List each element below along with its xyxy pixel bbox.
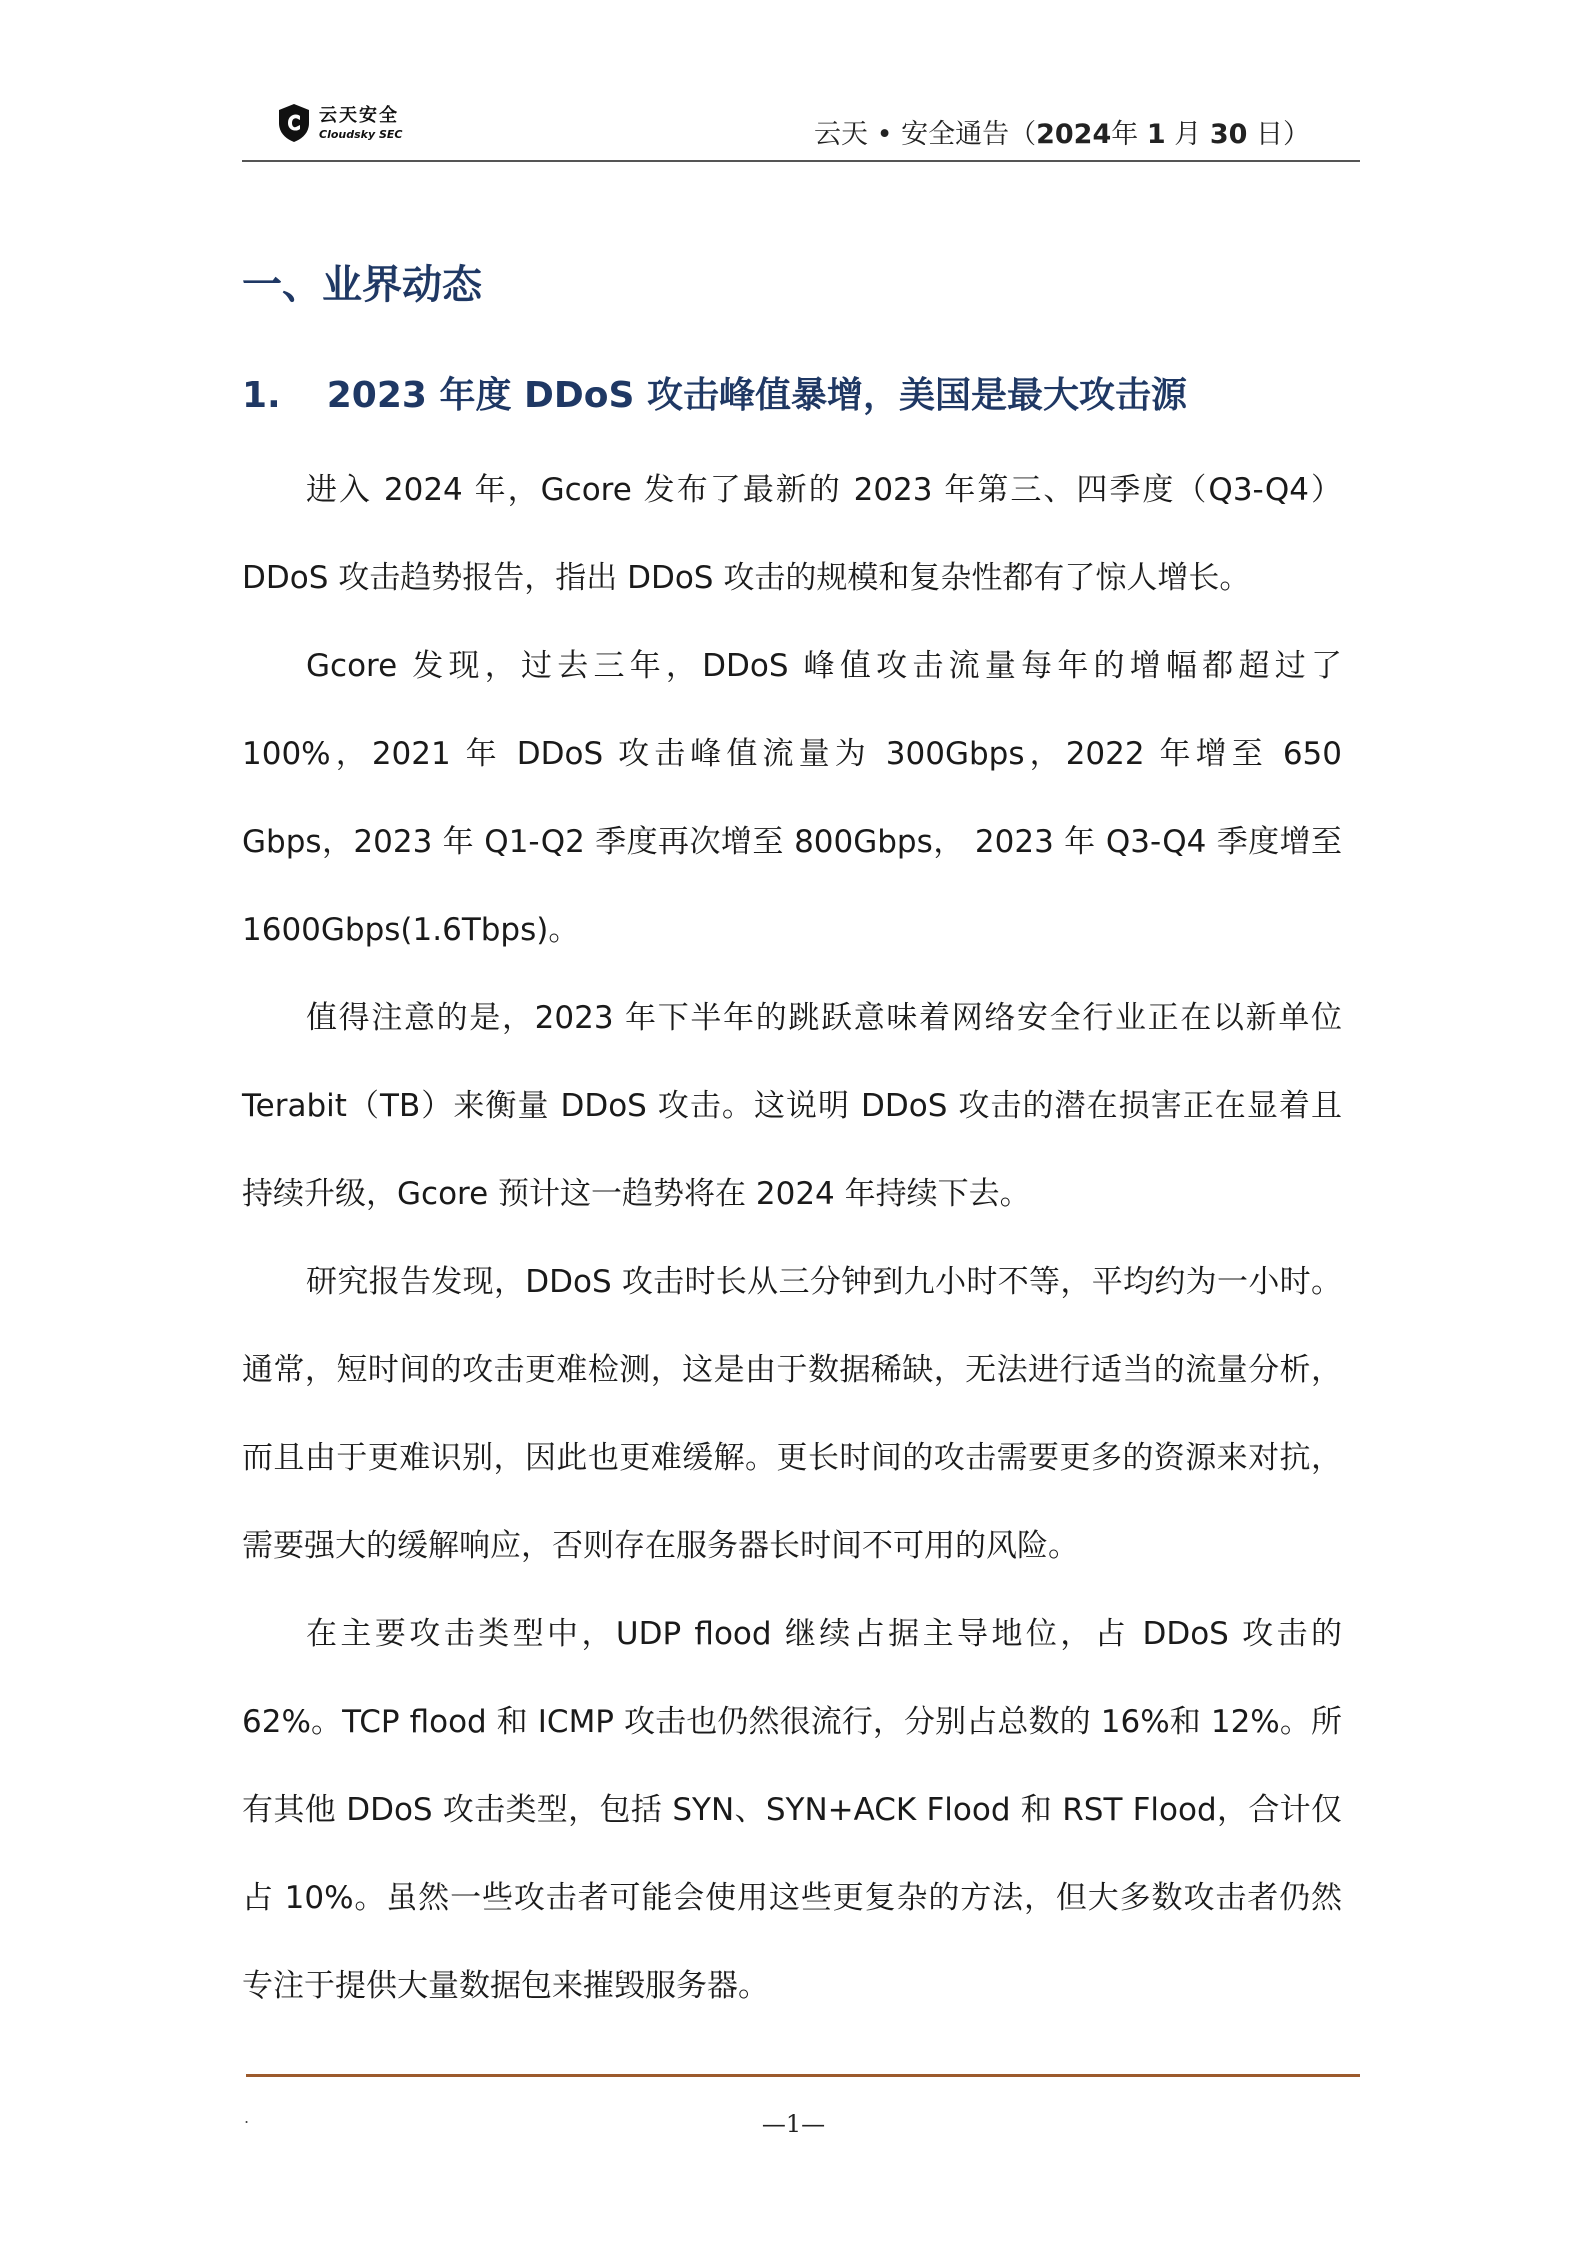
paragraph: 研究报告发现，DDoS 攻击时长从三分钟到九小时不等，平均约为一小时。通常，短时间的攻击更难检测，这是由于数据稀缺，无法进行适当的流量分析，而且由于更难识别，因此也更难缓解。更长时间的攻击需要更多的资源来对抗，需要强大的缓解响应，否则存在服务器长时间不可用的风险。 [242,1264,1342,1564]
paragraph: 在主要攻击类型中，UDP flood 继续占据主导地位，占 DDoS 攻击的 62%。TCP flood 和 ICMP 攻击也仍然很流行，分别占总数的 16%和 12%。所有其他 DDoS 攻击类型，包括 SYN、SYN+ACK Flood 和 RST Flood，合计仅占 10%。虽然一些攻击者可能会使用这些更复杂的方法，但大多数攻击者仍然专注于提供大量数据包来摧毁服务器。 [242,1616,1342,2004]
header-divider [242,160,1360,162]
article-number: 1. [242,375,281,416]
article-body [242,446,1342,2030]
paragraph: 进入 2024 年，Gcore 发布了最新的 2023 年第三、四季度（Q3-Q4）DDoS 攻击趋势报告，指出 DDoS 攻击的规模和复杂性都有了惊人增长。 [242,472,1342,596]
footer-mark: . [244,2108,250,2127]
company-logo [277,98,402,148]
page-number: —1— [761,2110,826,2138]
article-heading [242,367,1187,418]
paragraph: Gcore 发现，过去三年，DDoS 峰值攻击流量每年的增幅都超过了 100%，2021 年 DDoS 攻击峰值流量为 300Gbps，2022 年增至 650 Gbps，2023 年 Q1-Q2 季度再次增至 800Gbps， 2023 年 Q3-Q4 季度增至 1600Gbps(1.6Tbps)。 [242,648,1342,948]
paragraph: 值得注意的是，2023 年下半年的跳跃意味着网络安全行业正在以新单位 Terabit（TB）来衡量 DDoS 攻击。这说明 DDoS 攻击的潜在损害正在显着且持续升级，Gcore 预计这一趋势将在 2024 年持续下去。 [242,1000,1342,1212]
section-heading: 一、业界动态 [242,262,482,308]
article-title: 2023 年度 DDoS 攻击峰值暴增，美国是最大攻击源 [326,375,1187,416]
shield-logo-icon [277,103,311,143]
page-header [242,92,1360,162]
bulletin-title: 云天 • 安全通告（2024年 1 月 30 日） [814,119,1310,150]
logo-english-name: Cloudsky SEC [319,127,403,141]
logo-chinese-name: 云天安全 [319,104,399,126]
footer-divider [246,2074,1360,2077]
